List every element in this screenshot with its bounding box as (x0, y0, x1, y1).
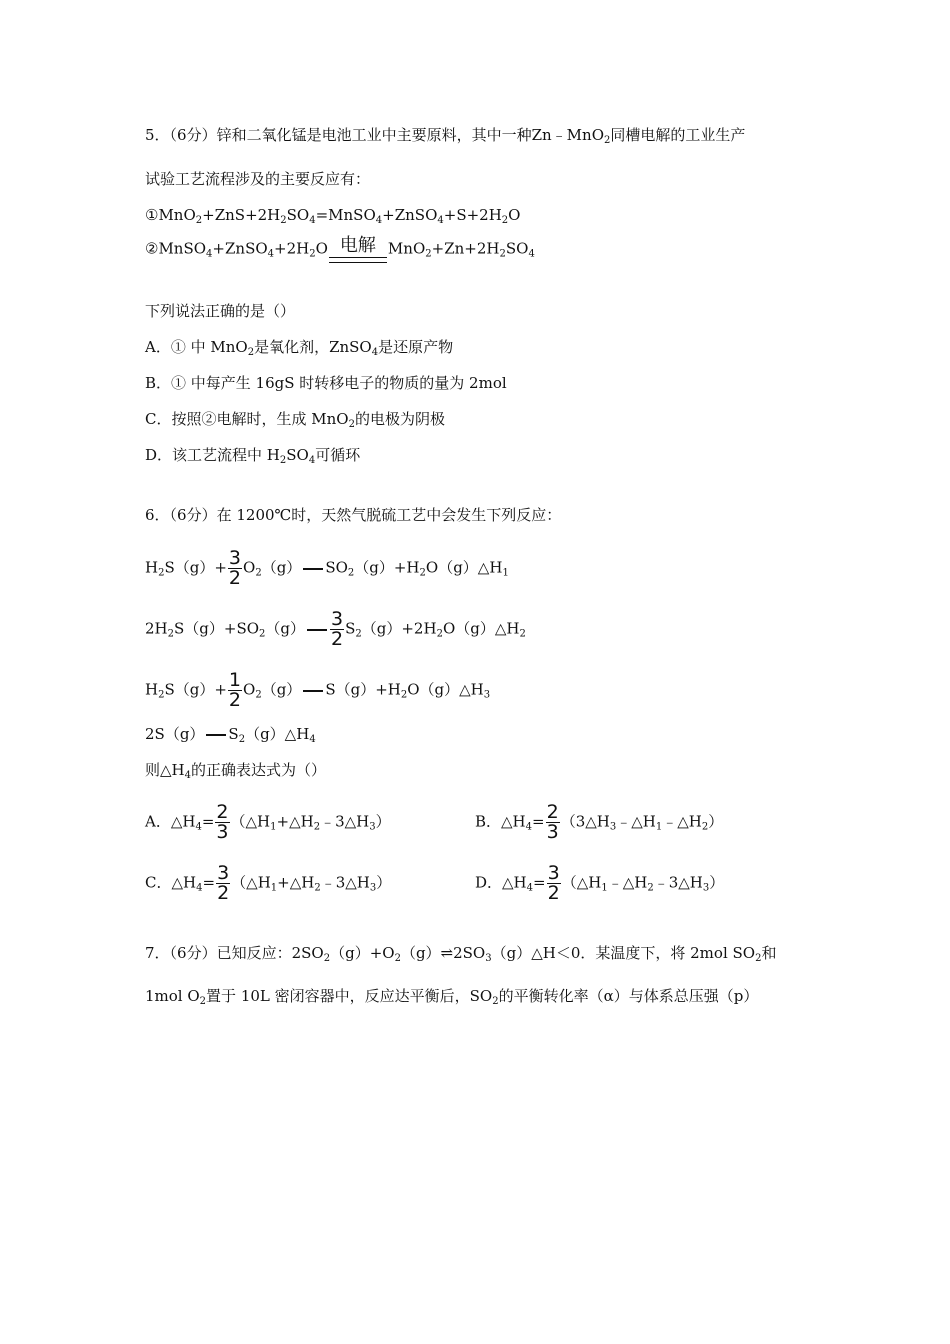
q6-equation-4: 2S（g） $S_2(g)\triangle H_4$ (145, 725, 316, 745)
q5-option-c: C．按照②电解时，生成 MnO$_2$的电极为阴极 (145, 410, 445, 430)
equals-bar (307, 629, 327, 631)
q5-question: 下列说法正确的是（） (145, 302, 296, 320)
q5-option-d: D．该工艺流程中 $H_2SO_4$可循环 (145, 446, 361, 466)
q6-option-b: B．$\triangle H_4=$ $\frac{2}{3}$ $(3\triangle H_3﹣\triangle H_1﹣\triangle H_2)$ (475, 801, 724, 843)
fraction: $\frac{2}{3}$ (216, 801, 229, 843)
q6-option-d: D．$\triangle H_4=$ $\frac{3}{2}$ $(\triangle H_1﹣\triangle H_2﹣3\triangle H_3)$ (475, 862, 725, 904)
q6-equation-3: $H_2S(g)+$ $\frac{1}{2}$ $O_2(g)$ $S(g)+H_2O(g)\triangle H_3$ (145, 669, 491, 711)
q5-reaction-1: $①MnO_2+ZnS+2H_2SO_4=MnSO_4+ZnSO_4+S+2H_2O$ (145, 206, 521, 226)
fraction: $\frac{3}{2}$ (228, 547, 242, 589)
equals-bar (303, 568, 323, 570)
electrolysis-arrow: 电解 (329, 236, 387, 263)
q5-stem-line-2: 试验工艺流程涉及的主要反应有： (145, 170, 371, 188)
equals-bar (206, 734, 226, 736)
fraction: $\frac{3}{2}$ (547, 862, 560, 904)
fraction: $\frac{3}{2}$ (331, 608, 344, 650)
q5-option-a: A．① 中 MnO$_2$是氧化剂，ZnSO$_4$是还原产物 (145, 338, 454, 358)
fraction: $\frac{2}{3}$ (546, 801, 559, 843)
q6-option-a: A．$\triangle H_4=$ $\frac{2}{3}$ $(\triangle H_1+\triangle H_2﹣3\triangle H_3)$ (145, 801, 391, 843)
q6-equation-1: $H_2S(g)+$ $\frac{3}{2}$ $O_2(g)$ $SO_2(g)+H_2O(g)\triangle H_1$ (145, 547, 509, 589)
q6-equation-2: $2H_2S(g)+SO_2(g)$ $\frac{3}{2}$ $S_2(g)+2H_2O(g)\triangle H_2$ (145, 608, 526, 650)
q5-option-b: B．① 中每产生 16gS 时转移电子的物质的量为 2mol (145, 374, 507, 392)
q6-stem: 6．（6分）在 1200℃时，天然气脱硫工艺中会发生下列反应： (145, 506, 562, 524)
q7-stem-line-2: 1mol $O_2$置于 10L 密闭容器中，反应达平衡后，$SO_2$的平衡转化率（α）与体系总压强（p） (145, 987, 759, 1007)
q6-option-c: C．$\triangle H_4=$ $\frac{3}{2}$ $(\triangle H_1+\triangle H_2﹣3\triangle H_3)$ (145, 862, 392, 904)
q7-stem-line-1: 7．（6分）已知反应：$2SO_2(g)+O_2(g)\rightleftharpoons 2SO_3(g)\triangle H<0$．某温度下，将 2mol $SO_2$和 (145, 944, 777, 964)
q5-reaction-2: $②MnSO_4+ZnSO_4+2H_2O$ 电解 $MnO_2+Zn+2H_2SO_4$ (145, 236, 535, 263)
q5-stem-line-1: 5．（6分）锌和二氧化锰是电池工业中主要原料，其中一种Zn﹣MnO$_2$同槽电解的工业生产 (145, 126, 746, 146)
fraction: $\frac{1}{2}$ (228, 669, 242, 711)
fraction: $\frac{3}{2}$ (217, 862, 230, 904)
equals-bar (303, 690, 323, 692)
q6-question: 则$\triangle H_4$的正确表达式为（） (145, 761, 327, 781)
